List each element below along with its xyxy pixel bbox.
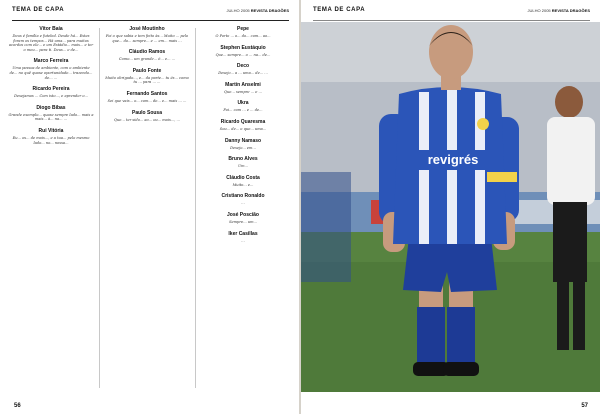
quote-text: Muito obrigado..., e... da parte... tu és... como tu ... para ... ... [105, 75, 189, 85]
quote-entry [8, 105, 94, 122]
page-number: 57 [581, 403, 588, 409]
quote-text: Foi o que sabia e tem feito às... Muito ... pelo que... do... sempre... e ... em... mais ... [105, 34, 189, 43]
quote-entry [8, 128, 94, 145]
author-name: Cláudio Costa [226, 174, 260, 181]
quote-entry [104, 49, 190, 62]
author-name: Martín Anselmi [225, 81, 261, 88]
quote-entry [200, 175, 286, 188]
quote-text: ... [241, 201, 245, 206]
author-name: José Moutinho [129, 26, 165, 32]
issue-label: JULHO 2005 REVISTA DRAGÕES [226, 8, 289, 13]
quote-text: Eu... os... de mais..., e a tua... pelo mesmo lado... no... nossa... [12, 135, 90, 145]
quote-entry [200, 82, 286, 95]
author-name: Paulo Fonte [132, 67, 162, 74]
page-header [313, 7, 590, 19]
quote-entry [8, 26, 94, 52]
quote-entry [104, 91, 190, 104]
quote-text: Grande exemplo... quase sempre lado... mais a mais... à... na... ... [8, 112, 94, 122]
author-name: Diogo Bibas [36, 104, 66, 111]
author-name: Cláudio Ramos [128, 49, 166, 56]
player-photo [301, 22, 600, 392]
header-rule [12, 20, 289, 21]
quote-entry [104, 110, 190, 123]
author-name: Rui Vitória [38, 127, 64, 134]
quote-entry [200, 156, 286, 169]
quote-column-1 [8, 26, 94, 151]
quote-text: ... [241, 238, 245, 243]
author-name: Ricardo Quaresma [220, 118, 266, 125]
header-rule [313, 20, 590, 21]
quote-text: Foi... com ... e ... de... [223, 108, 263, 113]
author-name: Iker Casillas [228, 230, 258, 237]
quote-text: Sei que vais... o... com... de... e... mais ... ... [107, 98, 187, 103]
left-page [0, 0, 299, 414]
author-name: Paulo Sousa [131, 109, 162, 116]
author-name: Cristiano Ronaldo [221, 193, 265, 200]
quote-text: Que... sempre... o ... na... de... [215, 52, 271, 57]
author-name: Marco Ferreira [33, 58, 69, 65]
quote-text: O Porto ... o... do... com... ao... [215, 34, 271, 38]
column-divider [99, 28, 100, 388]
right-page [301, 0, 600, 414]
section-title: TEMA DE CAPA [12, 7, 65, 13]
quote-text: Que... sempre ... e ... [224, 89, 262, 94]
quote-entry [200, 231, 286, 244]
quote-entry [200, 212, 286, 225]
author-name: Deco [236, 63, 250, 70]
quote-text: Sou... de... o que... uma... [219, 126, 267, 131]
author-name: José Poscião [227, 211, 259, 218]
quote-column-2 [104, 26, 190, 128]
quote-text: Deus é família e futebol. Desde há... Estes foram os tempos... Há uma... para muitos acordos com ele... e um Estádio... mais... e ter o meu... para ti. Deus... e de... [8, 34, 94, 52]
quote-entry [104, 26, 190, 43]
quote-text: Que... ter sido... ao... ou... mais..., ... [114, 117, 180, 122]
quote-column-3 [200, 26, 286, 249]
author-name: Ukra [237, 100, 249, 107]
quote-entry [200, 138, 286, 151]
author-name: Danny Namaso [224, 137, 262, 144]
quote-entry [200, 45, 286, 58]
author-name: Fernando Santos [126, 90, 168, 97]
quote-text: Desejamos ... Com isto..., e aprender o... [14, 94, 88, 99]
player-illustration [301, 22, 600, 392]
quote-entry [200, 26, 286, 39]
quote-entry [200, 63, 286, 76]
quote-text: Um... [238, 164, 248, 169]
quote-entry [200, 193, 286, 206]
quote-text: Uma pessoa de ambiente, com o ambiente de... no quê quase oportunidade... trazendo... de... ... [9, 66, 93, 80]
quote-entry [104, 68, 190, 85]
page-number: 56 [14, 403, 21, 409]
section-title: TEMA DE CAPA [313, 7, 366, 13]
author-name: Vítor Baía [39, 26, 63, 32]
quote-entry [200, 119, 286, 132]
author-name: Pepe [237, 26, 249, 32]
jersey-sponsor: revigrés [427, 152, 479, 167]
quote-text: Como... um grande... é... e... ... [118, 57, 176, 62]
issue-label: JULHO 2005 REVISTA DRAGÕES [527, 8, 590, 13]
quote-entry [8, 58, 94, 80]
quote-entry [8, 86, 94, 99]
author-name: Bruno Alves [228, 156, 258, 163]
author-name: Ricardo Pereira [32, 86, 70, 93]
quote-text: Sempre... um... [229, 219, 257, 224]
column-divider [195, 28, 196, 388]
quote-text: Muito... e... [232, 182, 254, 187]
author-name: Stephen Eustáquio [220, 44, 266, 51]
quote-text: Desejo... a ... uma... de... ... [218, 71, 268, 76]
quote-text: Desejo... em... [230, 145, 256, 150]
page-header [12, 7, 289, 19]
quote-entry [200, 100, 286, 113]
